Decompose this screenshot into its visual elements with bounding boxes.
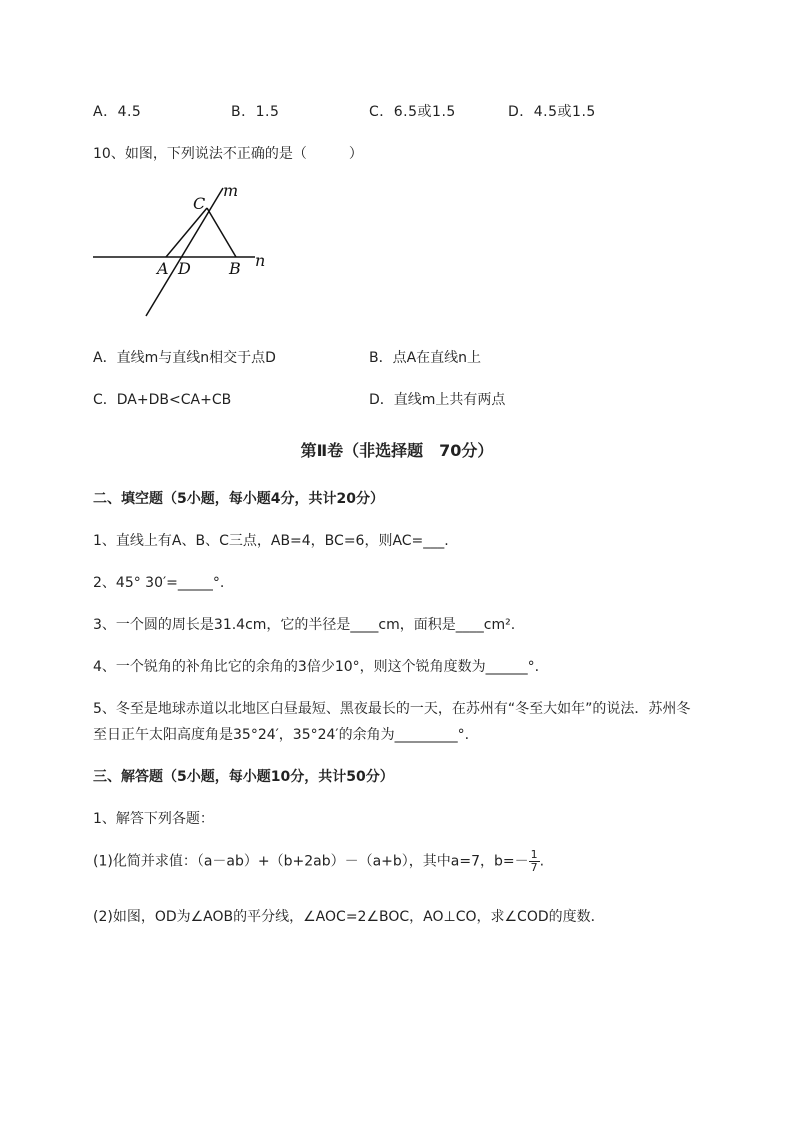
fill-q5-line1: 5、冬至是地球赤道以北地区白昼最短、黑夜最长的一天，在苏州有“冬至大如年”的说法．苏州冬 [93,701,691,717]
fill-q1: 1、直线上有A、B、C三点，AB=4，BC=6，则AC=___. [93,533,449,549]
q10-option-a: A．直线m与直线n相交于点D [93,350,276,366]
fill-q2: 2、45° 30′=_____°. [93,575,225,591]
solve-q1-part2: (2)如图，OD为∠AOB的平分线，∠AOC=2∠BOC，AO⊥CO，求∠COD的度数． [93,909,605,925]
fill-section-heading: 二、填空题（5小题，每小题4分，共计20分） [93,491,384,507]
part2-title: 第Ⅱ卷（非选择题 70分） [300,441,494,460]
fill-q5-line2: 至日正午太阳高度角是35°24′，35°24′的余角为_________°. [93,727,470,743]
label-c: C [193,194,206,213]
solve-q1-stem: 1、解答下列各题： [93,811,214,827]
label-b: B [229,259,241,278]
q10-option-c: C．DA+DB<CA+CB [93,392,232,408]
fill-q4: 4、一个锐角的补角比它的余角的3倍少10°，则这个锐角度数为______°. [93,659,540,675]
q10-stem: 10、如图，下列说法不正确的是（ ） [93,146,363,162]
solve-q1-part1 [93,849,544,874]
q9-option-d: D．4.5或1.5 [508,104,596,120]
fraction-denominator: 7 [530,861,538,874]
label-n: n [255,251,266,270]
q10-option-b: B．点A在直线n上 [369,350,482,366]
solve-q1-part1-text: (1)化简并求值：（a－ab）+（b+2ab）－（a+b），其中a=7，b=－ [93,853,529,870]
label-m: m [223,181,239,200]
line-m [146,188,223,316]
fraction-numerator: 1 [530,848,538,861]
q9-option-b: B．1.5 [231,104,280,120]
solve-section-heading: 三、解答题（5小题，每小题10分，共计50分） [93,769,394,785]
q10-option-d: D．直线m上共有两点 [369,392,506,408]
segment-cb [207,208,236,257]
label-d: D [178,259,191,278]
q9-option-a: A．4.5 [93,104,142,120]
solve-q1-part1-end: . [539,853,545,870]
q9-option-c: C．6.5或1.5 [369,104,456,120]
label-a: A [157,259,169,278]
q10-figure [85,178,285,323]
fraction-one-seventh [529,849,540,874]
fill-q3: 3、一个圆的周长是31.4cm，它的半径是____cm，面积是____cm². [93,617,516,633]
